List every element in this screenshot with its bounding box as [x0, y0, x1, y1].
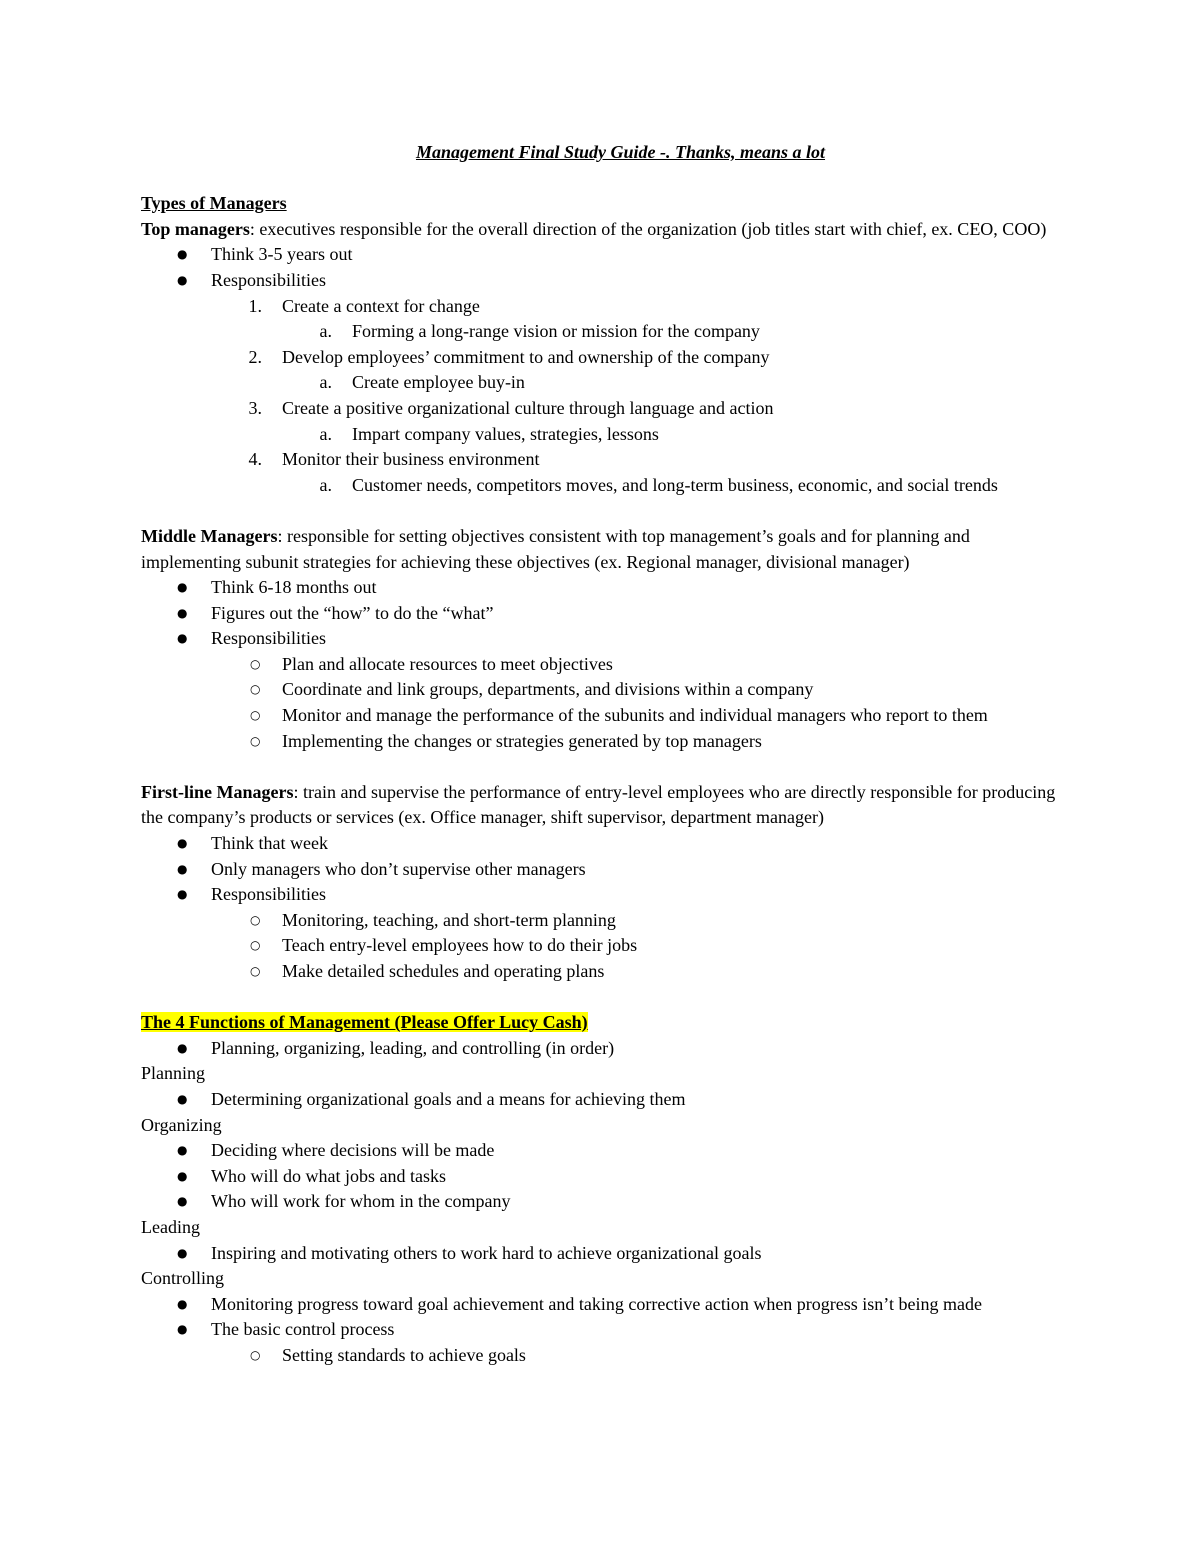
top-managers-bullets: [141, 242, 1066, 293]
first-line-managers-label: First-line Managers: [141, 781, 294, 802]
number-marker: 2.: [248, 346, 262, 367]
numbered-item: [141, 447, 1066, 473]
top-managers-text: : executives responsible for the overall direction of the organization (job titles start with chief, ex. CEO, COO): [249, 218, 1047, 239]
top-managers-responsibilities: [141, 294, 1066, 499]
lettered-item: [141, 422, 1066, 448]
lettered-text: Customer needs, competitors moves, and long-term business, economic, and social trends: [352, 474, 998, 495]
planning-label: Planning: [141, 1063, 206, 1084]
lettered-item: [141, 473, 1066, 499]
letter-marker: a.: [319, 321, 332, 342]
middle-managers-label: Middle Managers: [141, 525, 278, 546]
sub-list-item: ○ Monitoring, teaching, and short-term planning: [141, 908, 1066, 934]
controlling-list: [141, 1292, 1066, 1369]
list-item: ● Monitoring progress toward goal achievement and taking corrective action when progress isn’t being made: [141, 1292, 1066, 1318]
document-title: Management Final Study Guide -. Thanks, means a lot: [415, 142, 826, 162]
leading-label: Leading: [141, 1216, 200, 1237]
list-item: ● Think that week: [141, 831, 1066, 857]
list-item: ● Think 3-5 years out: [141, 242, 1066, 268]
top-managers-label: Top managers: [141, 218, 250, 239]
numbered-text: Create a positive organizational culture through language and action: [282, 397, 774, 418]
planning-list: [141, 1087, 1066, 1113]
top-managers-definition: [141, 217, 1066, 243]
sub-list-item: ○ Teach entry-level employees how to do their jobs: [141, 933, 1066, 959]
middle-managers-text: : responsible for setting objectives consistent with top management’s goals and for planning and implementing subunit strategies for achieving these objectives (ex. Regional manager, divisional manager): [141, 525, 970, 572]
numbered-text: Monitor their business environment: [282, 449, 540, 470]
list-item: ● Determining organizational goals and a means for achieving them: [141, 1087, 1066, 1113]
list-item: ● Responsibilities: [141, 268, 1066, 294]
list-item: ● Think 6-18 months out: [141, 575, 1066, 601]
lettered-text: Forming a long-range vision or mission for the company: [352, 321, 760, 342]
first-line-managers-text: : train and supervise the performance of entry-level employees who are directly responsible for producing the company’s products or services (ex. Office manager, shift supervisor, department manager): [141, 781, 1056, 828]
lettered-item: [141, 370, 1066, 396]
list-item: ● Figures out the “how” to do the “what”: [141, 601, 1066, 627]
sub-list-item: ○ Make detailed schedules and operating plans: [141, 959, 1066, 985]
organizing-list: [141, 1138, 1066, 1215]
number-marker: 4.: [248, 449, 262, 470]
list-item: ● Planning, organizing, leading, and controlling (in order): [141, 1036, 1066, 1062]
list-item: ● The basic control process: [141, 1317, 1066, 1343]
numbered-text: Develop employees’ commitment to and ownership of the company: [282, 346, 770, 367]
numbered-item: [141, 345, 1066, 371]
letter-marker: a.: [319, 372, 332, 393]
middle-managers-definition: [141, 524, 1066, 575]
lettered-text: Create employee buy-in: [352, 372, 525, 393]
sub-list-item: ○ Setting standards to achieve goals: [141, 1343, 1066, 1369]
numbered-item: [141, 294, 1066, 320]
list-item: ● Who will work for whom in the company: [141, 1189, 1066, 1215]
numbered-item: [141, 396, 1066, 422]
sub-list-item: ○ Implementing the changes or strategies generated by top managers: [141, 729, 1066, 755]
list-item: ● Inspiring and motivating others to work hard to achieve organizational goals: [141, 1241, 1066, 1267]
first-line-managers-definition: [141, 780, 1066, 831]
lettered-text: Impart company values, strategies, lessons: [352, 423, 659, 444]
leading-list: [141, 1241, 1066, 1267]
number-marker: 1.: [248, 295, 262, 316]
document-body: [141, 140, 1066, 1369]
functions-intro-list: [141, 1036, 1066, 1062]
list-item: ● Who will do what jobs and tasks: [141, 1164, 1066, 1190]
highlighted-heading: The 4 Functions of Management (Please Offer Lucy Cash): [141, 1012, 588, 1033]
number-marker: 3.: [248, 397, 262, 418]
letter-marker: a.: [319, 474, 332, 495]
list-item: ● Responsibilities: [141, 882, 1066, 908]
list-item: ● Only managers who don’t supervise other managers: [141, 857, 1066, 883]
numbered-text: Create a context for change: [282, 295, 480, 316]
letter-marker: a.: [319, 423, 332, 444]
controlling-label: Controlling: [141, 1268, 225, 1289]
section-heading-four-functions: [141, 1010, 1066, 1036]
organizing-label: Organizing: [141, 1114, 222, 1135]
section-heading-types-of-managers: Types of Managers: [141, 193, 287, 214]
first-line-managers-bullets: [141, 831, 1066, 985]
sub-list-item: ○ Plan and allocate resources to meet objectives: [141, 652, 1066, 678]
lettered-item: [141, 319, 1066, 345]
list-item: ● Deciding where decisions will be made: [141, 1138, 1066, 1164]
list-item: ● Responsibilities: [141, 626, 1066, 652]
sub-list-item: ○ Coordinate and link groups, departments, and divisions within a company: [141, 677, 1066, 703]
middle-managers-bullets: [141, 575, 1066, 754]
sub-list-item: ○ Monitor and manage the performance of the subunits and individual managers who report to them: [141, 703, 1066, 729]
